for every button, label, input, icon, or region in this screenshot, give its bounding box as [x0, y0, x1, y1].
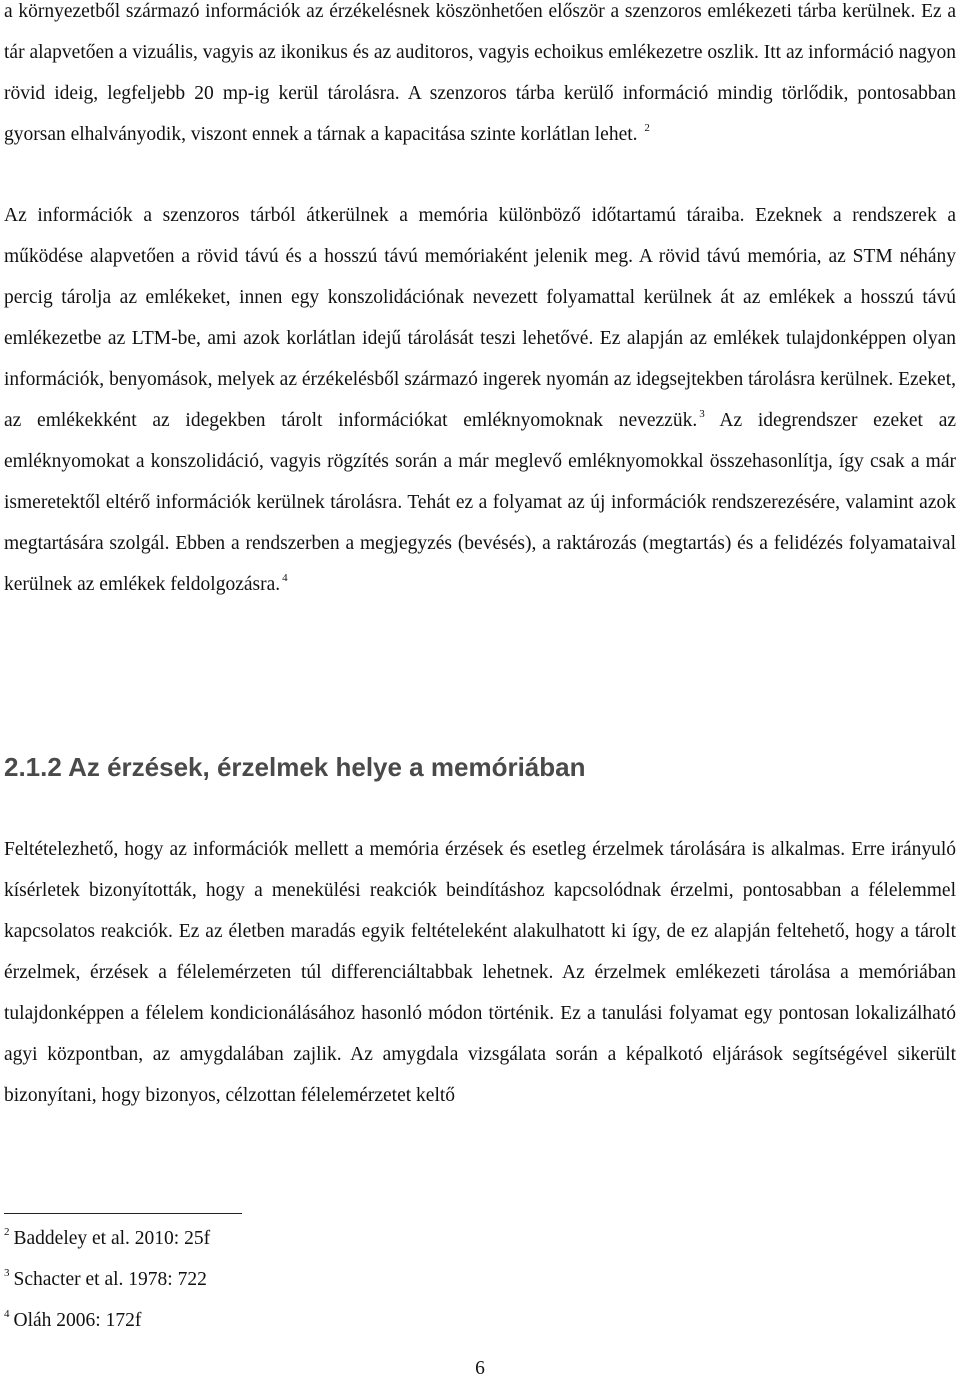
- body-paragraph: [4, 195, 956, 605]
- footnote-item: [4, 1259, 210, 1300]
- footnote-text: Baddeley et al. 2010: 25f: [13, 1228, 211, 1249]
- section-heading: 2.1.2 Az érzések, érzelmek helye a memóriában: [4, 752, 586, 782]
- body-paragraph: [4, 829, 956, 1116]
- footnote-reference[interactable]: 4: [282, 572, 288, 584]
- footnote-number: 4: [4, 1308, 10, 1320]
- footnote-text: Schacter et al. 1978: 722: [13, 1269, 207, 1290]
- paragraph-text: a környezetből származó információk az érzékelésnek köszönhetően először a szenzoros emlékezeti tárba kerülnek. Ez a tár alapvetően a vizuális, vagyis az ikonikus és az auditoros, vagyis echoikus emlékezetre oszlik. Itt az információ nagyon rövid ideig, legfeljebb 20 mp-ig kerül tárolásra. A szenzoros tárba kerülő információ mindig törlődik, pontosabban gyorsan elhalványodik, viszont ennek a tárnak a kapacitása szinte korlátlan lehet.: [4, 1, 956, 145]
- footnote-reference[interactable]: 2: [644, 122, 650, 134]
- paragraph-text: Az információk a szenzoros tárból átkerülnek a memória különböző időtartamú táraiba. Ezeknek a rendszerek a működése alapvetően a rövid távú és a hosszú távú memóriaként jelenik meg. A rövid távú memória, az STM néhány percig tárolja az emlékeket, innen egy konszolidációnak nevezett folyamattal kerülnek át az emlékek a hosszú távú emlékezetbe az LTM-be, ami azok korlátlan idejű tárolását teszi lehetővé. Ez alapján az emlékek tulajdonképpen olyan információk, benyomások, melyek az érzékelésből származó ingerek nyomán az idegsejtekben tárolásra kerülnek. Ezeket, az emlékekként az idegekben tárolt információkat emléknyomoknak nevezzük.: [4, 205, 956, 431]
- footnote-reference[interactable]: 3: [699, 408, 705, 420]
- footnote-number: 2: [4, 1226, 10, 1238]
- footnotes: [4, 1218, 210, 1341]
- footnote-text: Oláh 2006: 172f: [13, 1310, 142, 1331]
- footnote-separator: [4, 1213, 242, 1214]
- page-number: 6: [475, 1358, 485, 1379]
- paragraph-text: Az idegrendszer ezeket az emléknyomokat a konszolidáció, vagyis rögzítés során a már meglevő emléknyomokkal összehasonlítja, így csak a már ismeretektől eltérő információk kerülnek tárolásra. Tehát ez a folyamat az új információk rendszerezésére, valamint azok megtartására szolgál. Ebben a rendszerben a megjegyzés (bevésés), a raktározás (megtartás) és a felidézés folyamataival kerülnek az emlékek feldolgozásra.: [4, 410, 957, 595]
- footnote-item: [4, 1218, 210, 1259]
- body-paragraph: [4, 0, 956, 155]
- footnote-number: 3: [4, 1267, 10, 1279]
- footnote-item: [4, 1300, 210, 1341]
- paragraph-text: Feltételezhető, hogy az információk mellett a memória érzések és esetleg érzelmek tárolására is alkalmas. Erre irányuló kísérletek bizonyították, hogy a menekülési reakciók beindításhoz kapcsolódnak érzelmi, pontosabban a félelemmel kapcsolatos reakciók. Ez az életben maradás egyik feltételeként alakulhatott ki így, de ez alapján feltehető, hogy a tárolt érzelmek, érzések a félelemérzeten túl differenciáltabbak lehetnek. Az érzelmek emlékezeti tárolása a memóriában tulajdonképpen a félelem kondicionálásához hasonló módon történik. Ez a tanulási folyamat egy pontosan lokalizálható agyi központban, az amygdalában zajlik. Az amygdala vizsgálata során a képalkotó eljárások segítségével sikerült bizonyítani, hogy bizonyos, célzottan félelemérzetet keltő: [4, 839, 956, 1106]
